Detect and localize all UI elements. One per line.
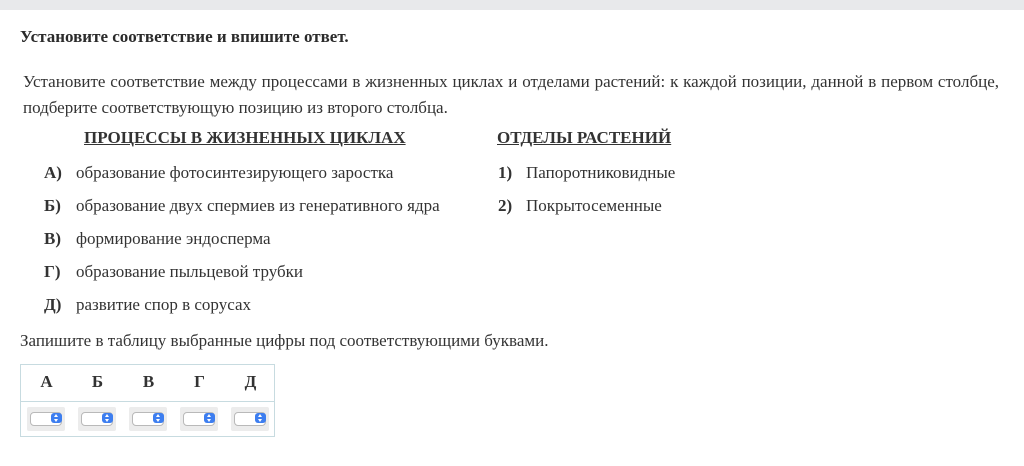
process-item-g: [44, 261, 440, 294]
select-arrows-icon: [204, 413, 215, 423]
answer-header-a: А: [40, 372, 53, 391]
process-text: развитие спор в сорусах: [76, 295, 251, 314]
top-bar: [0, 0, 1024, 10]
task-title: Установите соответствие и впишите ответ.: [20, 27, 349, 46]
process-text: образование пыльцевой трубки: [76, 262, 304, 281]
answer-select-cell-d: [231, 407, 269, 431]
answer-select-cell-v: [129, 407, 167, 431]
process-text: формирование эндосперма: [76, 229, 271, 248]
answer-header-d: Д: [244, 372, 257, 391]
right-column-header: ОТДЕЛЫ РАСТЕНИЙ: [497, 128, 672, 147]
answer-header-b: Б: [91, 372, 104, 391]
process-item-v: [44, 228, 440, 261]
select-arrows-icon: [102, 413, 113, 423]
division-item-2: [498, 195, 675, 228]
division-text: Папоротниковидные: [526, 163, 676, 182]
answer-header-g: Г: [194, 372, 205, 391]
process-letter: Б): [44, 196, 61, 215]
task-intro: Установите соответствие между процессами в жизненных циклах и отделами растений: к каждой позиции, данной в первом столбце, подберите соответствующую позицию из второго столбца.: [23, 72, 999, 117]
process-letter: Д): [44, 295, 62, 314]
process-item-b: [44, 195, 440, 228]
select-arrows-icon: [153, 413, 164, 423]
division-list: [498, 162, 675, 228]
division-text: Покрытосеменные: [526, 196, 662, 215]
process-letter: Г): [44, 262, 61, 281]
select-arrows-icon: [255, 413, 266, 423]
process-letter: А): [44, 163, 62, 182]
answer-select-cell-a: [27, 407, 65, 431]
process-letter: В): [44, 229, 61, 248]
process-text: образование двух спермиев из генеративного ядра: [76, 196, 440, 215]
table-instruction: Запишите в таблицу выбранные цифры под соответствующими буквами.: [20, 331, 549, 350]
process-item-d: [44, 294, 440, 327]
division-number: 2): [498, 196, 513, 215]
answer-header-v: В: [142, 372, 155, 391]
process-text: образование фотосинтезирующего заростка: [76, 163, 394, 182]
answer-select-cell-b: [78, 407, 116, 431]
left-column-header: ПРОЦЕССЫ В ЖИЗНЕННЫХ ЦИКЛАХ: [84, 128, 406, 147]
process-item-a: [44, 162, 440, 195]
answer-table-header-row: [21, 365, 274, 401]
answer-table-select-row: [21, 401, 274, 437]
division-item-1: [498, 162, 675, 195]
division-number: 1): [498, 163, 513, 182]
select-arrows-icon: [51, 413, 62, 423]
answer-select-cell-g: [180, 407, 218, 431]
answer-table: [20, 364, 275, 437]
process-list: [44, 162, 440, 327]
